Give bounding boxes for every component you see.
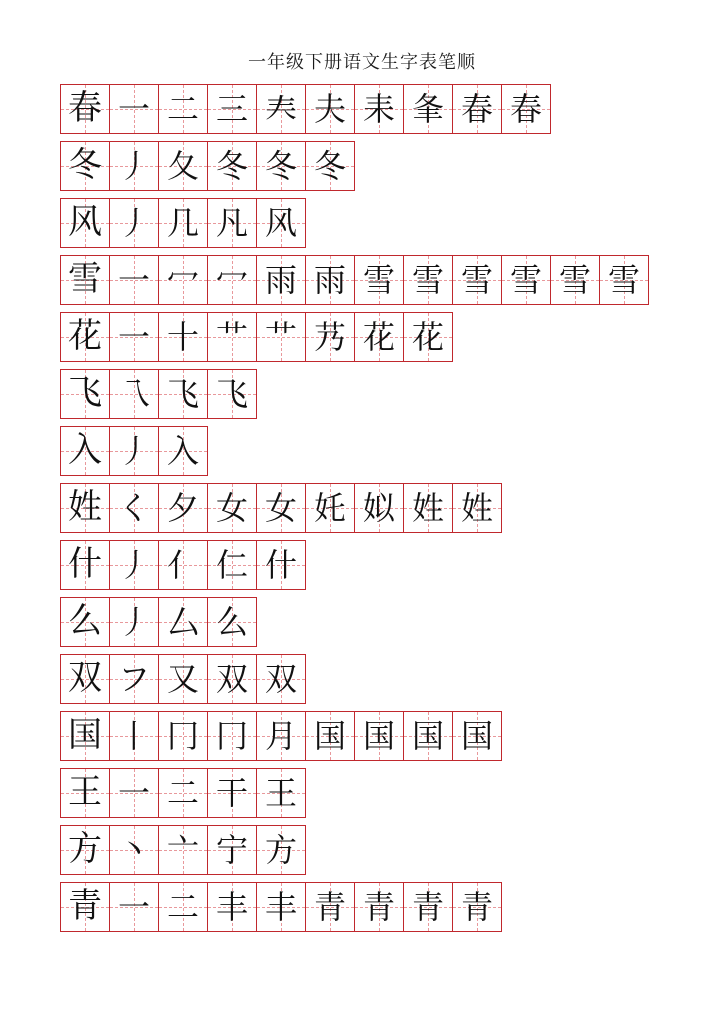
stroke-cell [403,483,453,533]
stroke-glyph: 仁 [215,547,248,583]
stroke-cell [354,711,404,761]
stroke-glyph: 夆 [411,91,444,127]
stroke-cell [158,597,208,647]
stroke-cell [207,540,257,590]
stroke-glyph: 宁 [215,832,248,868]
stroke-glyph: 厶 [166,604,199,640]
stroke-glyph: 冬 [215,148,248,184]
stroke-glyph: 乁 [117,376,150,412]
stroke-cell [403,312,453,362]
stroke-glyph: 冬 [313,148,346,184]
stroke-cell [256,768,306,818]
character-glyph: 什 [68,546,102,583]
stroke-cell [109,654,159,704]
character-cell [60,711,110,761]
stroke-glyph: 春 [509,91,542,127]
stroke-cell [452,255,502,305]
stroke-glyph: 青 [460,889,493,925]
stroke-cell [354,882,404,932]
stroke-cell [158,426,208,476]
stroke-glyph: 冖 [166,262,199,298]
stroke-cell [256,483,306,533]
stroke-glyph: 花 [411,319,444,355]
stroke-glyph: 艹 [264,319,297,355]
stroke-glyph: 二 [166,775,199,811]
stroke-glyph: 风 [264,205,297,241]
stroke-glyph: 丿 [117,547,150,583]
stroke-glyph: 雪 [509,262,542,298]
table-row [60,768,704,818]
stroke-glyph: 国 [313,718,346,754]
stroke-glyph: 干 [215,775,248,811]
stroke-cell [305,84,355,134]
stroke-glyph: 丨 [117,718,150,754]
stroke-glyph: 姓 [411,490,444,526]
stroke-cell [207,654,257,704]
stroke-cell [452,711,502,761]
table-row [60,369,704,419]
stroke-cell [109,255,159,305]
character-glyph: 双 [68,660,102,697]
stroke-cell [207,597,257,647]
character-cell [60,483,110,533]
character-glyph: 入 [68,432,102,469]
stroke-cell [158,255,208,305]
character-glyph: 方 [68,831,102,868]
stroke-glyph: 女 [264,490,297,526]
stroke-glyph: 十 [166,319,199,355]
stroke-cell [256,84,306,134]
page-title: 一年级下册语文生字表笔顺 [248,52,476,72]
stroke-cell [158,768,208,818]
stroke-cell [207,198,257,248]
stroke-glyph: 凡 [215,205,248,241]
stroke-cell [256,540,306,590]
stroke-glyph: 女 [215,490,248,526]
character-cell [60,426,110,476]
stroke-glyph: 一 [117,262,150,298]
stroke-cell [452,882,502,932]
stroke-cell [207,768,257,818]
stroke-glyph: 双 [264,661,297,697]
table-row [60,141,704,191]
stroke-glyph: 王 [264,775,297,811]
stroke-cell [403,84,453,134]
stroke-cell [207,825,257,875]
stroke-glyph: 入 [166,433,199,469]
stroke-cell [305,141,355,191]
stroke-cell [158,198,208,248]
stroke-glyph: 一 [117,319,150,355]
stroke-cell [109,882,159,932]
stroke-cell [452,84,502,134]
stroke-glyph: 青 [313,889,346,925]
stroke-glyph: 二 [166,889,199,925]
character-glyph: 王 [68,774,102,811]
stroke-glyph: 冂 [166,718,199,754]
table-row [60,540,704,590]
table-row [60,426,704,476]
stroke-cell [207,882,257,932]
stroke-glyph: 丿 [117,148,150,184]
character-cell [60,597,110,647]
table-row [60,882,704,932]
character-glyph: 雪 [68,261,102,298]
stroke-glyph: 夕 [166,490,199,526]
stroke-cell [305,711,355,761]
stroke-cell [158,825,208,875]
stroke-glyph: 雪 [558,262,591,298]
stroke-cell [109,141,159,191]
character-cell [60,768,110,818]
table-row [60,312,704,362]
stroke-cell [158,540,208,590]
stroke-cell [501,255,551,305]
stroke-cell [599,255,649,305]
stroke-glyph: 飞 [215,376,248,412]
stroke-glyph: 春 [460,91,493,127]
character-cell [60,882,110,932]
stroke-cell [256,141,306,191]
stroke-glyph: 姒 [362,490,395,526]
table-row [60,198,704,248]
stroke-cell [256,198,306,248]
stroke-glyph: 方 [264,832,297,868]
stroke-glyph: 丰 [215,889,248,925]
stroke-cell [354,312,404,362]
stroke-cell [109,825,159,875]
table-row [60,825,704,875]
stroke-glyph: 亻 [166,547,199,583]
stroke-cell [207,369,257,419]
stroke-cell [207,141,257,191]
stroke-glyph: 姓 [460,490,493,526]
stroke-cell [109,597,159,647]
character-cell [60,654,110,704]
stroke-cell [158,711,208,761]
table-row [60,255,704,305]
stroke-glyph: 么 [215,604,248,640]
stroke-glyph: 国 [411,718,444,754]
character-glyph: 花 [68,318,102,355]
table-row [60,711,704,761]
stroke-glyph: 亠 [166,832,199,868]
stroke-glyph: 一 [117,775,150,811]
table-row [60,483,704,533]
stroke-cell [109,369,159,419]
stroke-glyph: 月 [264,718,297,754]
character-glyph: 么 [68,603,102,640]
stroke-glyph: 丿 [117,205,150,241]
stroke-glyph: 飞 [166,376,199,412]
character-glyph: 风 [68,204,102,241]
stroke-glyph: 二 [166,91,199,127]
stroke-cell [305,483,355,533]
stroke-cell [109,540,159,590]
stroke-glyph: 雪 [460,262,493,298]
character-cell [60,540,110,590]
stroke-glyph: 丿 [117,604,150,640]
character-cell [60,312,110,362]
stroke-cell [354,255,404,305]
stroke-glyph: 冖 [215,262,248,298]
stroke-cell [207,711,257,761]
stroke-glyph: 一 [117,889,150,925]
stroke-glyph: 双 [215,661,248,697]
character-glyph: 青 [68,888,102,925]
stroke-glyph: 国 [362,718,395,754]
stroke-cell [550,255,600,305]
stroke-glyph: 花 [362,319,395,355]
stroke-cell [305,882,355,932]
stroke-glyph: 雪 [411,262,444,298]
stroke-glyph: 几 [166,205,199,241]
stroke-glyph: 雨 [313,262,346,298]
stroke-glyph: 耒 [362,91,395,127]
stroke-glyph: 青 [411,889,444,925]
stroke-glyph: 雪 [607,262,640,298]
stroke-glyph: 什 [264,547,297,583]
stroke-glyph: く [117,490,150,526]
stroke-cell [109,198,159,248]
stroke-cell [158,654,208,704]
stroke-glyph: フ [117,661,150,697]
stroke-cell [109,84,159,134]
table-row [60,654,704,704]
stroke-glyph: 冬 [264,148,297,184]
stroke-cell [256,654,306,704]
character-glyph: 国 [68,717,102,754]
stroke-cell [109,483,159,533]
stroke-glyph: ‍𡗗 [264,91,297,127]
stroke-cell [109,426,159,476]
stroke-cell [158,312,208,362]
stroke-cell [109,711,159,761]
stroke-cell [403,711,453,761]
stroke-cell [256,825,306,875]
stroke-glyph: 丰 [264,889,297,925]
stroke-glyph: 艹 [215,319,248,355]
stroke-glyph: 青 [362,889,395,925]
stroke-cell [109,768,159,818]
character-glyph: 姓 [68,489,102,526]
stroke-cell [109,312,159,362]
character-cell [60,255,110,305]
stroke-cell [158,483,208,533]
character-glyph: 冬 [68,147,102,184]
stroke-cell [207,483,257,533]
stroke-glyph: 奼 [313,490,346,526]
character-glyph: 春 [68,90,102,127]
stroke-cell [158,141,208,191]
stroke-cell [354,84,404,134]
stroke-glyph: 冂 [215,718,248,754]
stroke-cell [256,255,306,305]
stroke-glyph: 又 [166,661,199,697]
stroke-cell [158,882,208,932]
table-row [60,84,704,134]
stroke-glyph: 夫 [313,91,346,127]
character-cell [60,141,110,191]
stroke-glyph: 一 [117,91,150,127]
stroke-glyph: 艿 [313,319,346,355]
stroke-glyph: 丶 [117,832,150,868]
stroke-cell [207,255,257,305]
stroke-order-table [0,84,724,932]
stroke-cell [158,84,208,134]
stroke-cell [305,255,355,305]
stroke-glyph: 雨 [264,262,297,298]
stroke-glyph: 国 [460,718,493,754]
stroke-cell [256,882,306,932]
character-glyph: 飞 [68,375,102,412]
stroke-cell [256,711,306,761]
table-row [60,597,704,647]
stroke-cell [452,483,502,533]
stroke-glyph: 丿 [117,433,150,469]
stroke-cell [256,312,306,362]
stroke-cell [403,882,453,932]
stroke-glyph: 三 [215,91,248,127]
stroke-cell [403,255,453,305]
stroke-glyph: 雪 [362,262,395,298]
stroke-cell [207,312,257,362]
stroke-cell [207,84,257,134]
stroke-glyph: 夂 [166,148,199,184]
stroke-cell [501,84,551,134]
character-cell [60,84,110,134]
character-cell [60,825,110,875]
stroke-cell [305,312,355,362]
stroke-cell [158,369,208,419]
stroke-cell [354,483,404,533]
character-cell [60,369,110,419]
character-cell [60,198,110,248]
